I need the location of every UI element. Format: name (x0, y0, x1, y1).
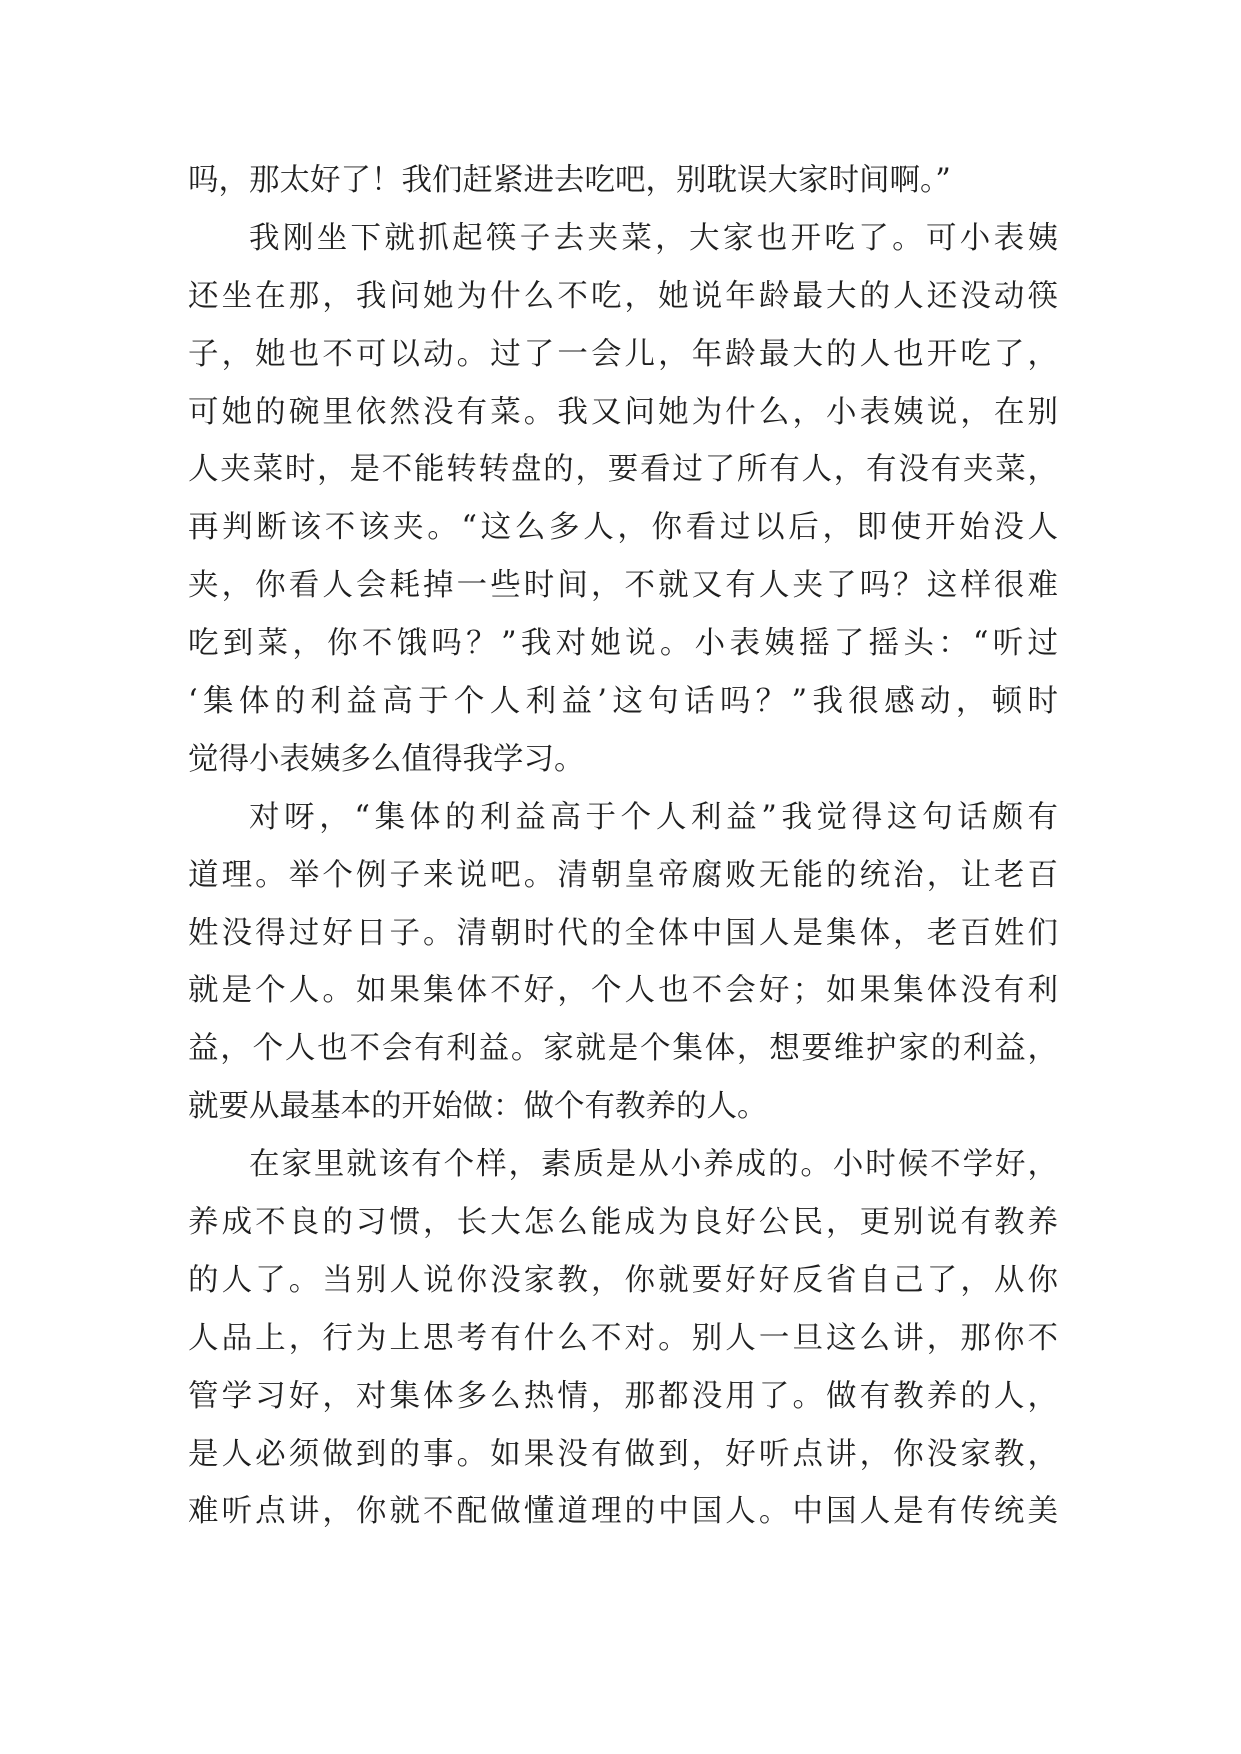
text-line: 再判断该不该夹。“这么多人，你看过以后，即使开始没人 (188, 510, 1058, 546)
text-line: 子，她也不可以动。过了一会儿，年龄最大的人也开吃了， (188, 336, 1058, 372)
text-line: ‘集体的利益高于个人利益’这句话吗？”我很感动，顿时 (188, 684, 1058, 720)
text-line: 吃到菜，你不饿吗？”我对她说。小表姨摇了摇头：“听过 (188, 626, 1058, 662)
text-line: 我刚坐下就抓起筷子去夹菜，大家也开吃了。可小表姨 (249, 220, 1058, 256)
text-line: 的人了。当别人说你没家教，你就要好好反省自己了，从你 (188, 1262, 1058, 1298)
text-line: 吗，那太好了！我们赶紧进去吃吧，别耽误大家时间啊。” (188, 163, 951, 198)
text-line: 就是个人。如果集体不好，个人也不会好；如果集体没有利 (188, 973, 1058, 1009)
text-line: 还坐在那，我问她为什么不吃，她说年龄最大的人还没动筷 (188, 278, 1058, 314)
text-line: 管学习好，对集体多么热情，那都没用了。做有教养的人， (188, 1378, 1058, 1414)
text-line: 益，个人也不会有利益。家就是个集体，想要维护家的利益， (188, 1031, 1058, 1067)
text-line: 姓没得过好日子。清朝时代的全体中国人是集体，老百姓们 (188, 915, 1058, 951)
text-line: 难听点讲，你就不配做懂道理的中国人。中国人是有传统美 (188, 1494, 1058, 1530)
body-text (188, 152, 1058, 1541)
text-line: 就要从最基本的开始做：做个有教养的人。 (188, 1089, 768, 1125)
text-line: 觉得小表姨多么值得我学习。 (188, 741, 585, 777)
text-line: 道理。举个例子来说吧。清朝皇帝腐败无能的统治，让老百 (188, 857, 1058, 893)
text-line: 养成不良的习惯，长大怎么能成为良好公民，更别说有教养 (188, 1205, 1058, 1241)
text-line: 在家里就该有个样，素质是从小养成的。小时候不学好， (249, 1147, 1058, 1183)
text-line: 对呀，“集体的利益高于个人利益”我觉得这句话颇有 (249, 799, 1058, 835)
text-line: 人品上，行为上思考有什么不对。别人一旦这么讲，那你不 (188, 1320, 1058, 1356)
text-line: 可她的碗里依然没有菜。我又问她为什么，小表姨说，在别 (188, 394, 1058, 430)
text-line: 是人必须做到的事。如果没有做到，好听点讲，你没家教， (188, 1436, 1058, 1472)
text-line: 夹，你看人会耗掉一些时间，不就又有人夹了吗？这样很难 (188, 568, 1058, 604)
text-line: 人夹菜时，是不能转转盘的，要看过了所有人，有没有夹菜， (188, 452, 1058, 488)
